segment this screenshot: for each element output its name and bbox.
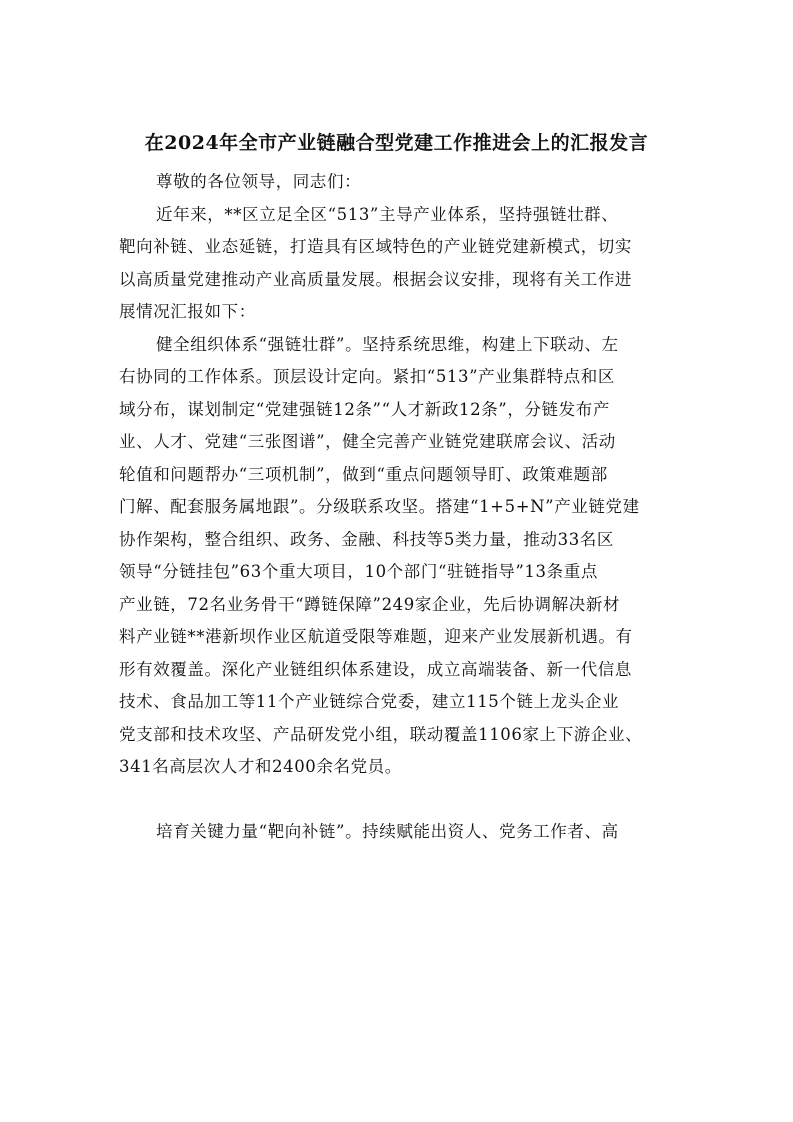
body-text-line: 料产业链**港新坝作业区航道受限等难题，迎来产业发展新机遇。有 xyxy=(119,627,633,646)
body-text-line: 近年来，**区立足全区“513”主导产业体系，坚持强链壮群、 xyxy=(156,204,619,224)
body-text-line: 门解、配套服务属地跟”。分级联系攻坚。搭建“1+5+N”产业链党建 xyxy=(119,497,640,516)
body-text-line xyxy=(119,784,675,817)
body-text-line: 以高质量党建推动产业高质量发展。根据会议安排，现将有关工作进 xyxy=(119,269,632,289)
body-text-line: 技术、食品加工等11个产业链综合党委，建立115个链上龙头企业 xyxy=(119,692,620,711)
body-text-line: 协作架构，整合组织、政务、金融、科技等5类力量，推动33名区 xyxy=(119,529,614,549)
body-text-line: 业、人才、党建“三张图谱”，健全完善产业链党建联席会议、活动 xyxy=(119,432,616,451)
body-text-line: 尊敬的各位领导，同志们： xyxy=(156,172,362,191)
body-text-line: 领导“分链挂包”63个重大项目，10个部门“驻链指导”13条重点 xyxy=(119,562,598,581)
body-text-line: 右协同的工作体系。顶层设计定向。紧扣“513”产业集群特点和区 xyxy=(119,367,615,386)
body-text-line: 域分布，谋划制定“党建强链12条”“人才新政12条”，分链发布产 xyxy=(119,399,610,419)
body-text-line: 产业链，72名业务骨干“蹲链保障”249家企业，先后协调解决新材 xyxy=(119,594,621,614)
body-text-line: 轮值和问题帮办“三项机制”，做到“重点问题领导盯、政策难题部 xyxy=(119,464,608,484)
body-text-line: 党支部和技术攻坚、产品研发党小组，联动覆盖1106家上下游企业、 xyxy=(119,724,643,744)
document-title: 在2024年全市产业链融合型党建工作推进会上的汇报发言 xyxy=(144,132,649,154)
body-text-line: 341名高层次人才和2400余名党员。 xyxy=(119,757,402,776)
body-text-line: 展情况汇报如下： xyxy=(119,302,256,321)
body-text-line: 健全组织体系“强链壮群”。坚持系统思维，构建上下联动、左 xyxy=(156,334,619,354)
body-text-line: 形有效覆盖。深化产业链组织体系建设，成立高端装备、新一代信息 xyxy=(119,659,632,679)
body-text-line: 培育关键力量“靶向补链”。持续赋能出资人、党务工作者、高 xyxy=(156,822,619,841)
document-body xyxy=(119,166,675,849)
body-text-line: 靶向补链、业态延链，打造具有区域特色的产业链党建新模式，切实 xyxy=(119,237,632,256)
